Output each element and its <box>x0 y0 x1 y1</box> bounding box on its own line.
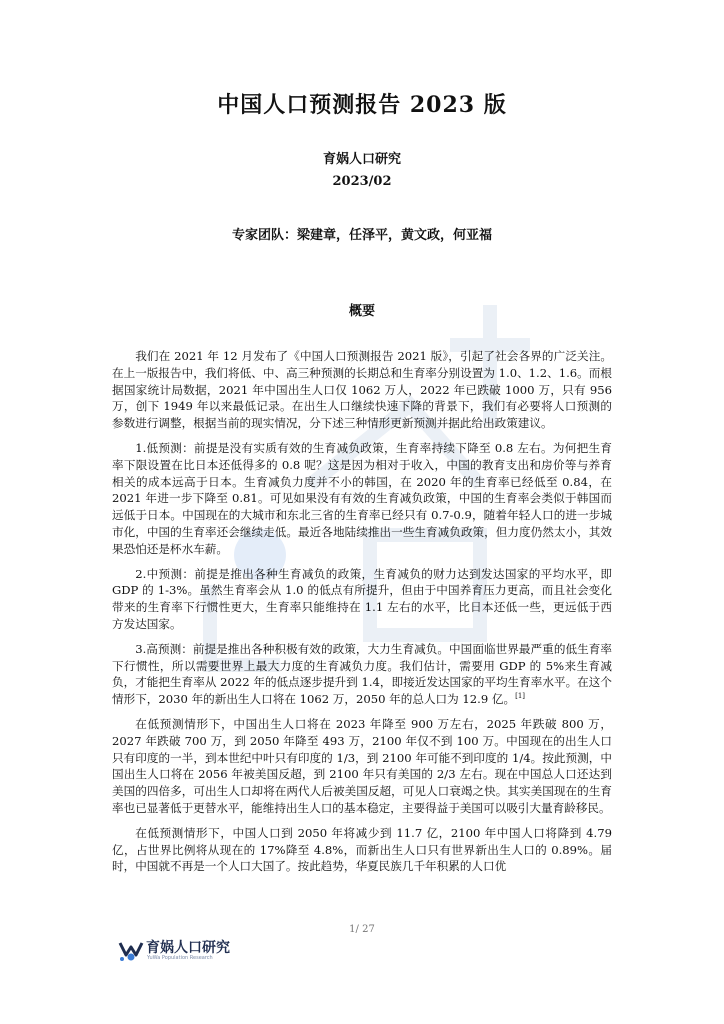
footer-logo-name: 育娲人口研究 <box>146 940 230 956</box>
footer-logo-english: YuWa Population Research <box>147 955 213 961</box>
page-number: 1/ 27 <box>349 924 375 935</box>
abstract-body <box>112 348 612 883</box>
paragraph: 2.中预测：前提是推出各种生育减负的政策，生育减负的财力达到发达国家的平均水平，即 GDP 的 1-3%。虽然生育率会从 1.0 的低点有所提升，但由于中国养育压力更高，而且社会变化带来的生育率下行惯性更大，生育率只能维持在 1.1 左右的水平，比日本还低一些，更远低于西方发达国家。 <box>112 566 612 631</box>
organization-name: 育娲人口研究 <box>322 152 401 167</box>
document-title: 中国人口预测报告 2023 版 <box>217 92 507 118</box>
yuwa-logo-icon <box>118 937 144 963</box>
paragraph: 在低预测情形下，中国出生人口将在 2023 年降至 900 万左右，2025 年跌破 800 万，2027 年跌破 700 万，到 2050 年降至 493 万，2100 年仅不到 100 万。中国现在的出生人口只有印度的一半，到本世纪中叶只有印度的 1/3，到 2100 年可能不到印度的 1/4。按此预测，中国出生人口将在 2056 年被美国反超，到 2100 年只有美国的 2/3 左右。现在中国总人口还达到美国的四倍多，可出生人口却将在两代人后被美国反超，可见人口衰竭之快。其实美国现在的生育率也已显著低于更替水平，能维持出生人口的基本稳定，主要得益于美国可以吸引大量育龄移民。 <box>112 716 612 815</box>
paragraph: 我们在 2021 年 12 月发布了《中国人口预测报告 2021 版》，引起了社会各界的广泛关注。在上一版报告中，我们将低、中、高三种预测的长期总和生育率分别设置为 1.0、1.2、1.6。而根据国家统计局数据，2021 年中国出生人口仅 1062 万人，2022 年已跌破 1000 万，只有 956 万，创下 1949 年以来最低记录。在出生人口继续快速下降的背景下，我们有必要将人口预测的参数进行调整，根据当前的现实情况，分下述三种情形更新预测并据此给出政策建议。 <box>112 349 612 431</box>
footer-logo <box>118 934 238 964</box>
paragraph-text: 3.高预测：前提是推出各种积极有效的政策，大力生育减负。中国面临世界最严重的低生育率下行惯性，所以需要世界上最大力度的生育减负力度。我们估计，需要用 GDP 的 5%来生育减负，才能把生育率从 2022 年的低点逐步提升到 1.4，即接近发达国家的平均生育率水平。在这个情形下，2030 年的新出生人口将在 1062 万，2050 年的总人口为 12.9 亿。 <box>112 641 612 707</box>
expert-team: 专家团队：梁建章，任泽平，黄文政，何亚福 <box>231 228 492 243</box>
paragraph: 在低预测情形下，中国人口到 2050 年将减少到 11.7 亿，2100 年中国人口将降到 4.79 亿，占世界比例将从现在的 17%降至 4.8%，而新出生人口只有世界新出生人口的 0.89%。届时，中国就不再是一个人口大国了。按此趋势，华夏民族几千年积累的人口优 <box>112 825 612 874</box>
publication-date: 2023/02 <box>332 174 392 189</box>
paragraph-with-footnote <box>112 641 612 708</box>
abstract-heading: 概要 <box>348 304 375 319</box>
paragraph: 1.低预测：前提是没有实质有效的生育减负政策，生育率持续下降至 0.8 左右。为何把生育率下限设置在比日本还低得多的 0.8 呢？这是因为相对于收入，中国的教育支出和房价等与养育相关的成本远高于日本。生育减负力度并不小的韩国，在 2020 年的生育率已经低至 0.84，在 2021 年进一步下降至 0.81。可见如果没有有效的生育减负政策，中国的生育率会类似于韩国而远低于日本。中国现在的大城市和东北三省的生育率已经只有 0.7-0.9，随着年轻人口的进一步城市化，中国的生育率还会继续走低。最近各地陆续推出一些生育减负政策，但力度仍然太小，其效果恐怕还是杯水车薪。 <box>112 440 612 556</box>
footnote-reference[interactable]: [1] <box>515 692 526 701</box>
